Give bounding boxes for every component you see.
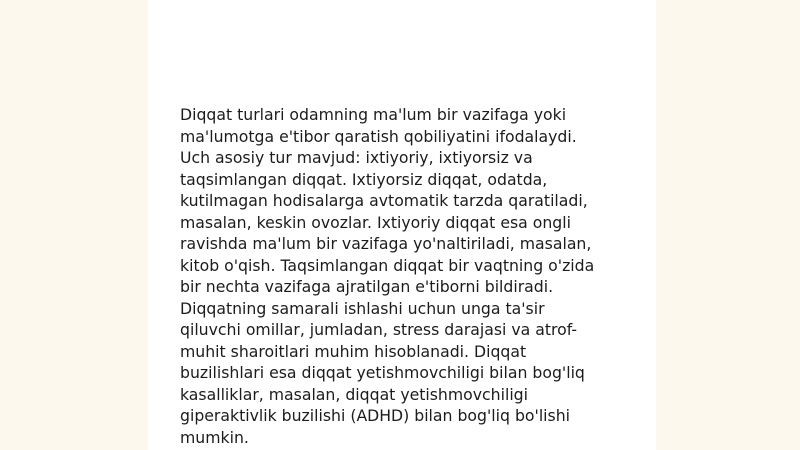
document-page (148, 0, 656, 450)
body-paragraph: Diqqat turlari odamning ma'lum bir vazifaga yoki ma'lumotga e'tibor qaratish qobiliyatini ifodalaydi. Uch asosiy tur mavjud: ixtiyoriy, ixtiyorsiz va taqsimlangan diqqat. Ixtiyorsiz diqqat, odatda, kutilmagan hodisalarga avtomatik tarzda qaratiladi, masalan, keskin ovozlar. Ixtiyoriy diqqat esa ongli ravishda ma'lum bir vazifaga yo'naltiriladi, masalan, kitob o'qish. Taqsimlangan diqqat bir vaqtning o'zida bir nechta vazifaga ajratilgan e'tiborni bildiradi. Diqqatning samarali ishlashi uchun unga ta'sir qiluvchi omillar, jumladan, stress darajasi va atrof- muhit sharoitlari muhim hisoblanadi. Diqqat buzilishlari esa diqqat yetishmovchiligi bilan bog'liq kasalliklar, masalan, diqqat yetishmovchiligi giperaktivlik buzilishi (ADHD) bilan bog'liq bo'lishi mumkin. (180, 105, 595, 447)
